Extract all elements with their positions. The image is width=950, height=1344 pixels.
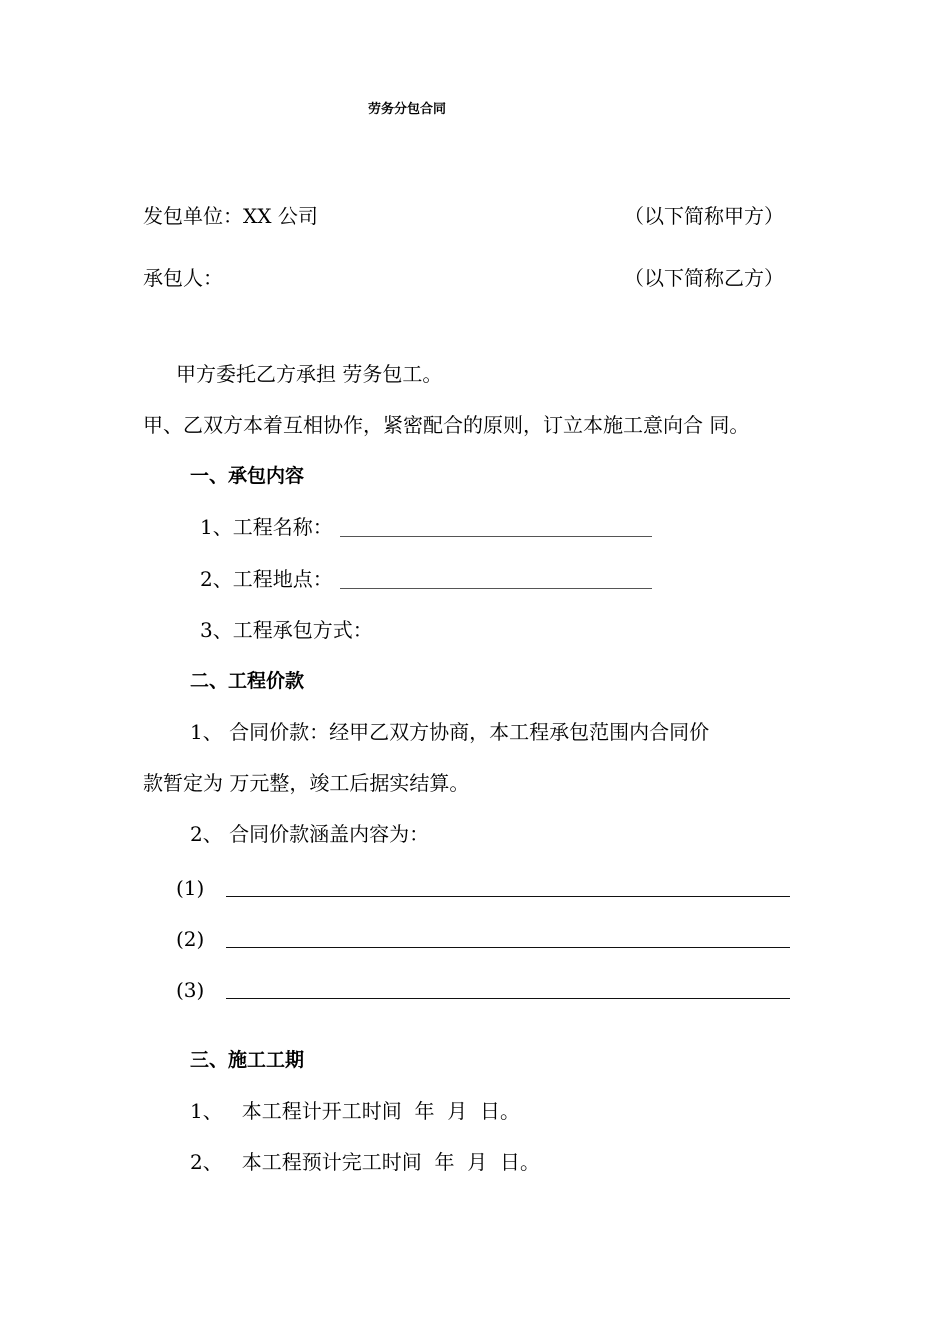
contractor-label: 发包单位：XX 公司 (143, 204, 318, 228)
subcontractor-note: （以下简称乙方） (624, 266, 784, 290)
coverage-item-3-label: (3) (176, 978, 205, 1002)
section-3-heading: 三、施工工期 (190, 1049, 305, 1071)
price-item-2: 2、 合同价款涵盖内容为： (190, 822, 430, 846)
document-title: 劳务分包合同 (368, 102, 447, 117)
section-2-heading: 二、工程价款 (190, 670, 305, 692)
intro-line-2: 甲、乙双方本着互相协作，紧密配合的原则，订立本施工意向合 同。 (143, 413, 750, 437)
coverage-item-1-label: (1) (176, 876, 205, 900)
price-item-1-line-1: 1、 合同价款：经甲乙双方协商，本工程承包范围内合同价 (190, 720, 710, 744)
project-name-label: 1、工程名称： (200, 515, 333, 539)
section-1-heading: 一、承包内容 (190, 465, 305, 487)
coverage-item-2-blank[interactable] (226, 947, 790, 948)
completion-date-item: 2、 本工程预计完工时间 年 月 日。 (190, 1150, 540, 1174)
project-name-blank[interactable] (340, 536, 652, 537)
coverage-item-1-blank[interactable] (226, 896, 790, 897)
intro-line-1: 甲方委托乙方承担 劳务包工。 (176, 362, 443, 386)
coverage-item-3-blank[interactable] (226, 998, 790, 999)
contract-method-label: 3、工程承包方式： (200, 618, 373, 642)
subcontractor-label: 承包人： (143, 266, 223, 290)
coverage-item-2-label: (2) (176, 927, 205, 951)
contractor-note: （以下简称甲方） (624, 204, 784, 228)
project-location-blank[interactable] (340, 588, 652, 589)
project-location-label: 2、工程地点： (200, 567, 333, 591)
start-date-item: 1、 本工程计开工时间 年 月 日。 (190, 1099, 520, 1123)
price-item-1-line-2: 款暂定为 万元整，竣工后据实结算。 (143, 771, 470, 795)
